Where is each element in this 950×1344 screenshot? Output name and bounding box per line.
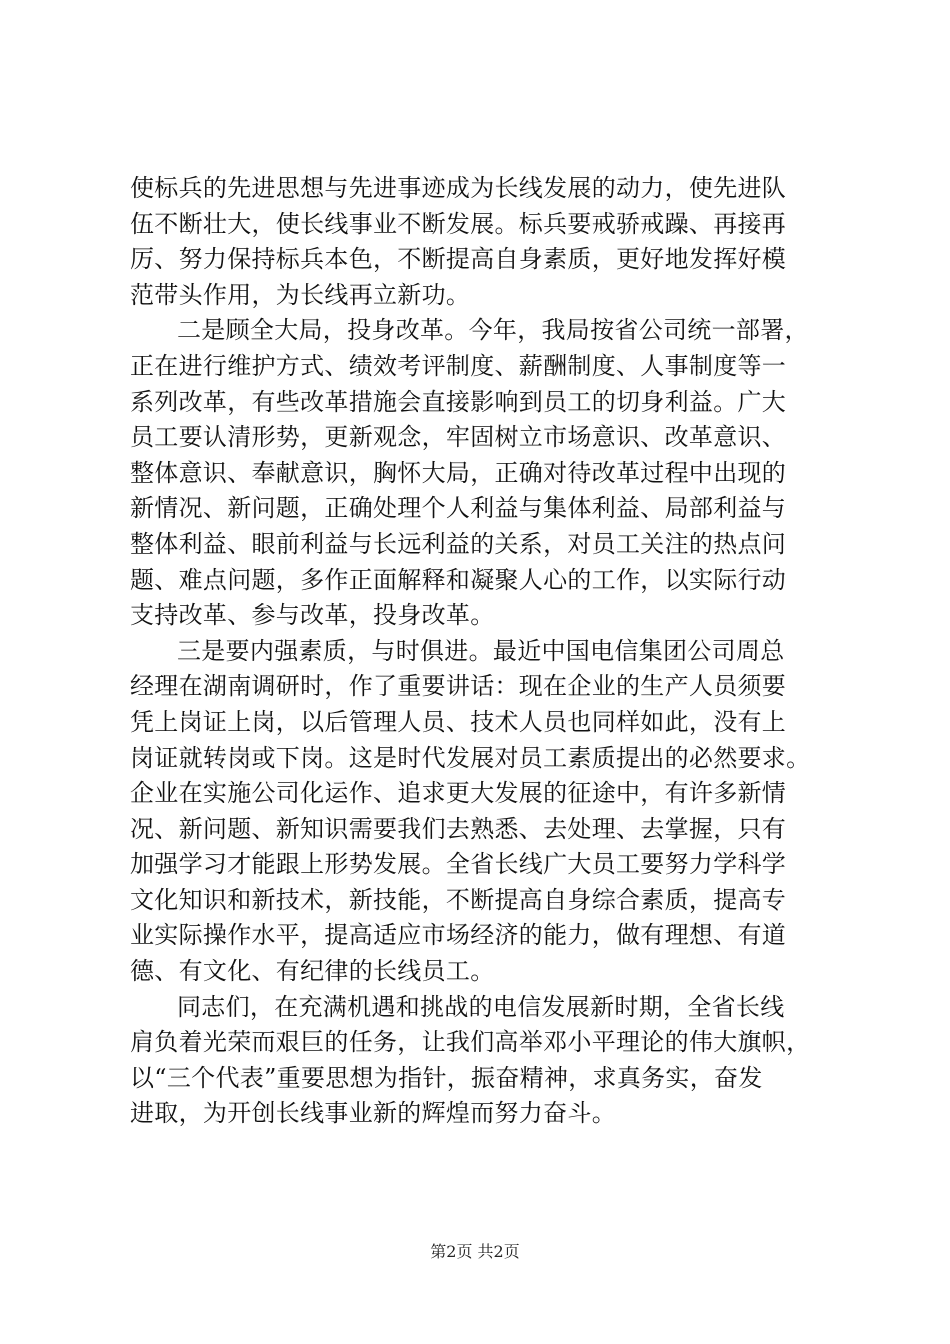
text-line: 新情况、新问题，正确处理个人利益与集体利益、局部利益与 [130, 494, 787, 523]
paragraph-start-line: 二是顾全大局，投身改革。今年，我局按省公司统一部署， [177, 316, 809, 345]
text-line: 系列改革，有些改革措施会直接影响到员工的切身利益。广大 [130, 387, 787, 416]
text-line: 使标兵的先进思想与先进事迹成为长线发展的动力，使先进队 [130, 174, 787, 202]
text-line: 经理在湖南调研时，作了重要讲话：现在企业的生产人员须要 [130, 672, 787, 701]
text-line: 题、难点问题，多作正面解释和凝聚人心的工作，以实际行动 [130, 565, 787, 594]
paragraph-start-line: 同志们，在充满机遇和挑战的电信发展新时期，全省长线 [177, 992, 785, 1021]
text-line: 整体利益、眼前利益与长远利益的关系，对员工关注的热点问 [130, 529, 787, 558]
text-line: 凭上岗证上岗，以后管理人员、技术人员也同样如此，没有上 [130, 707, 787, 736]
text-line: 支持改革、参与改革，投身改革。 [130, 601, 495, 630]
text-line: 文化知识和新技术，新技能，不断提高自身综合素质，提高专 [130, 885, 787, 914]
text-line: 以“三个代表”重要思想为指针，振奋精神，求真务实，奋发 [130, 1063, 763, 1092]
text-line: 进取，为开创长线事业新的辉煌而努力奋斗。 [130, 1099, 616, 1128]
text-line: 范带头作用，为长线再立新功。 [130, 280, 471, 309]
text-line: 企业在实施公司化运作、追求更大发展的征途中，有许多新情 [130, 779, 787, 808]
text-line: 况、新问题、新知识需要我们去熟悉、去处理、去掌握，只有 [130, 814, 787, 843]
text-line: 德、有文化、有纪律的长线员工。 [130, 957, 495, 986]
text-line: 加强学习才能跟上形势发展。全省长线广大员工要努力学科学 [130, 850, 787, 879]
text-line: 员工要认清形势，更新观念，牢固树立市场意识、改革意识、 [130, 423, 787, 452]
text-line: 伍不断壮大，使长线事业不断发展。标兵要戒骄戒躁、再接再 [130, 209, 787, 238]
text-line: 厉、努力保持标兵本色，不断提高自身素质，更好地发挥好模 [130, 245, 787, 274]
text-line: 整体意识、奉献意识，胸怀大局，正确对待改革过程中出现的 [130, 458, 787, 487]
text-line: 业实际操作水平，提高适应市场经济的能力，做有理想、有道 [130, 921, 787, 950]
document-body [130, 171, 840, 1132]
paragraph-start-line: 三是要内强素质，与时俱进。最近中国电信集团公司周总 [177, 636, 785, 665]
page-number-footer: 第2页 共2页 [430, 1242, 520, 1261]
text-line: 肩负着光荣而艰巨的任务，让我们高举邓小平理论的伟大旗帜， [130, 1028, 811, 1057]
text-line: 岗证就转岗或下岗。这是时代发展对员工素质提出的必然要求。 [130, 743, 811, 772]
text-line: 正在进行维护方式、绩效考评制度、薪酬制度、人事制度等一 [130, 351, 787, 380]
